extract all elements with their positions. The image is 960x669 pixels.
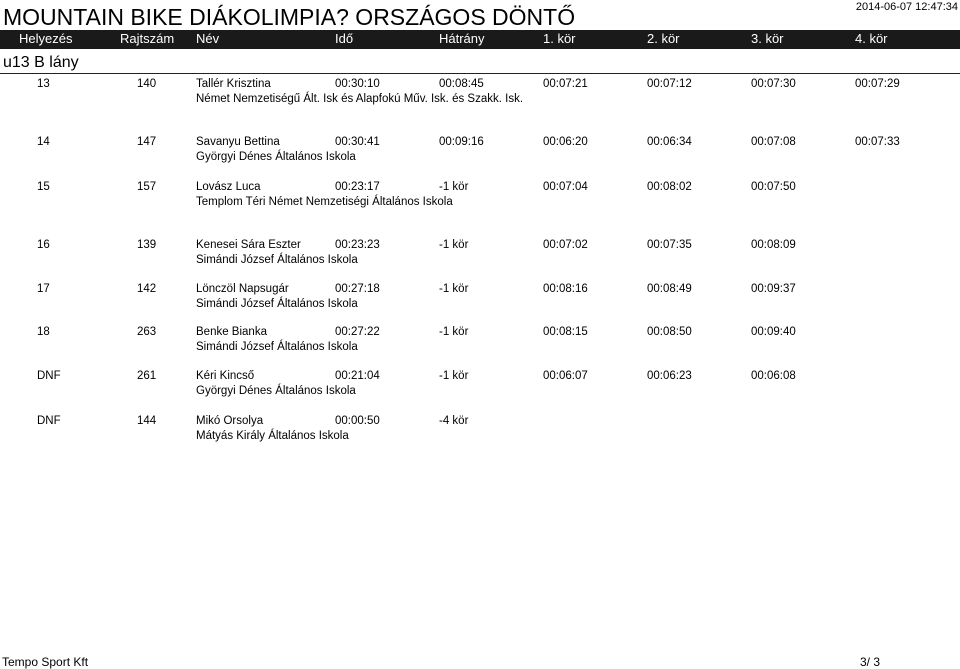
place-cell: DNF — [37, 370, 61, 382]
gap-cell: 00:08:45 — [439, 78, 484, 90]
lap3-cell: 00:07:30 — [751, 78, 796, 90]
lap3-cell: 00:08:09 — [751, 239, 796, 251]
footer-company: Tempo Sport Kft — [2, 655, 89, 669]
lap2-cell: 00:06:23 — [647, 370, 692, 382]
place-cell: 16 — [37, 239, 50, 251]
lap1-cell: 00:08:15 — [543, 326, 588, 338]
name-cell — [196, 414, 349, 443]
school-name: Györgyi Dénes Általános Iskola — [196, 384, 356, 397]
bib-cell: 263 — [137, 326, 157, 338]
column-header-time: Idő — [335, 31, 354, 46]
place-cell: 14 — [37, 136, 50, 148]
column-header-name: Név — [196, 31, 220, 46]
name-cell — [196, 369, 356, 398]
lap2-cell: 00:08:49 — [647, 283, 692, 295]
place-cell: 17 — [37, 283, 50, 295]
page-title: MOUNTAIN BIKE DIÁKOLIMPIA? ORSZÁGOS DÖNTŐ — [3, 4, 576, 30]
bib-cell: 147 — [137, 136, 157, 148]
time-cell: 00:27:18 — [335, 283, 380, 295]
place-cell: 18 — [37, 326, 50, 338]
time-cell: 00:00:50 — [335, 415, 380, 427]
place-cell: 13 — [37, 78, 50, 90]
column-header-lap2: 2. kör — [647, 31, 680, 46]
time-cell: 00:21:04 — [335, 370, 380, 382]
school-name: Simándi József Általános Iskola — [196, 253, 358, 266]
column-header-lap4: 4. kör — [855, 31, 888, 46]
column-header-place: Helyezés — [19, 31, 73, 46]
rider-name: Kéri Kincső — [196, 370, 255, 382]
lap4-cell: 00:07:33 — [855, 136, 900, 148]
school-name: Templom Téri Német Nemzetiségi Általános Iskola — [196, 195, 453, 208]
lap1-cell: 00:06:07 — [543, 370, 588, 382]
rider-name: Tallér Krisztina — [196, 78, 271, 90]
print-timestamp: 2014-06-07 12:47:34 — [855, 1, 958, 13]
school-name: Mátyás Király Általános Iskola — [196, 429, 349, 442]
school-name: Német Nemzetiségű Ált. Isk és Alapfokú Műv. Isk. és Szakk. Isk. — [196, 92, 524, 105]
bib-cell: 140 — [137, 78, 157, 90]
footer-page-number: 3/ 3 — [859, 655, 880, 669]
school-name: Simándi József Általános Iskola — [196, 297, 358, 310]
gap-cell: -1 kör — [439, 370, 469, 382]
lap4-cell: 00:07:29 — [855, 78, 900, 90]
column-header-bib: Rajtszám — [120, 31, 175, 46]
lap2-cell: 00:07:35 — [647, 239, 692, 251]
place-cell: DNF — [37, 415, 61, 427]
gap-cell: -1 kör — [439, 239, 469, 251]
lap1-cell: 00:06:20 — [543, 136, 588, 148]
bib-cell: 261 — [137, 370, 157, 382]
column-header-lap3: 3. kör — [751, 31, 784, 46]
rider-name: Savanyu Bettina — [196, 136, 280, 148]
gap-cell: -1 kör — [439, 181, 469, 193]
bib-cell: 142 — [137, 283, 157, 295]
rider-name: Kenesei Sára Eszter — [196, 239, 301, 251]
place-cell: 15 — [37, 181, 50, 193]
gap-cell: -1 kör — [439, 326, 469, 338]
lap2-cell: 00:08:50 — [647, 326, 692, 338]
rider-name: Benke Bianka — [196, 326, 267, 338]
lap2-cell: 00:07:12 — [647, 78, 692, 90]
bib-cell: 144 — [137, 415, 157, 427]
time-cell: 00:30:41 — [335, 136, 380, 148]
lap2-cell: 00:06:34 — [647, 136, 692, 148]
lap3-cell: 00:09:40 — [751, 326, 796, 338]
column-header-gap: Hátrány — [439, 31, 485, 46]
lap1-cell: 00:07:02 — [543, 239, 588, 251]
lap3-cell: 00:07:50 — [751, 181, 796, 193]
rider-name: Mikó Orsolya — [196, 415, 264, 427]
school-name: Györgyi Dénes Általános Iskola — [196, 150, 356, 163]
gap-cell: -1 kör — [439, 283, 469, 295]
school-name: Simándi József Általános Iskola — [196, 340, 358, 353]
gap-cell: -4 kör — [439, 415, 469, 427]
column-header-lap1: 1. kör — [543, 31, 576, 46]
bib-cell: 139 — [137, 239, 157, 251]
lap1-cell: 00:07:21 — [543, 78, 588, 90]
time-cell: 00:23:17 — [335, 181, 380, 193]
rider-name: Lönczöl Napsugár — [196, 283, 289, 295]
bib-cell: 157 — [137, 181, 157, 193]
gap-cell: 00:09:16 — [439, 136, 484, 148]
lap2-cell: 00:08:02 — [647, 181, 692, 193]
category-label: u13 B lány — [3, 54, 79, 71]
lap3-cell: 00:09:37 — [751, 283, 796, 295]
time-cell: 00:30:10 — [335, 78, 380, 90]
lap1-cell: 00:08:16 — [543, 283, 588, 295]
rider-name: Lovász Luca — [196, 181, 261, 193]
lap3-cell: 00:06:08 — [751, 370, 796, 382]
category-divider — [0, 73, 960, 74]
name-cell — [196, 135, 356, 164]
time-cell: 00:23:23 — [335, 239, 380, 251]
lap3-cell: 00:07:08 — [751, 136, 796, 148]
lap1-cell: 00:07:04 — [543, 181, 588, 193]
column-header-bar — [0, 30, 960, 49]
time-cell: 00:27:22 — [335, 326, 380, 338]
